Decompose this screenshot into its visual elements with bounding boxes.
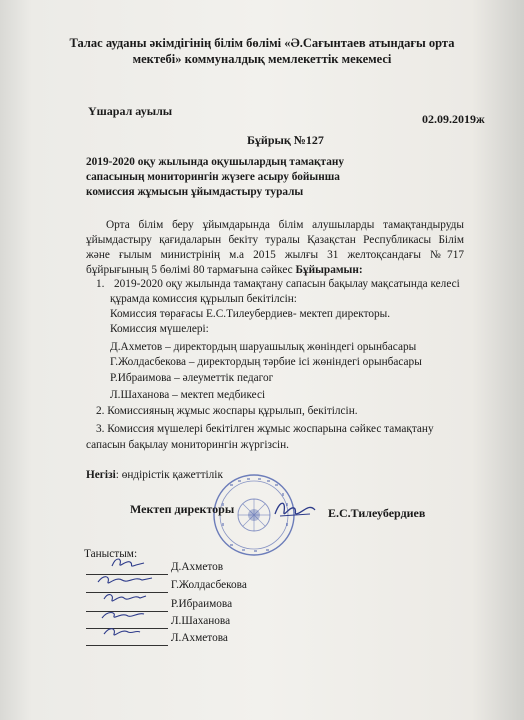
signature-title: Мектеп директоры — [130, 502, 235, 516]
basis-label: Негізі — [86, 469, 116, 481]
item-1-line-2: құрамда комиссия құрылып бекітілсін: — [110, 293, 297, 305]
date: 02.09.2019ж — [422, 112, 485, 126]
commission-chair: Комиссия төрағасы Е.С.Тилеубердиев- мектеп директоры. — [110, 308, 391, 320]
item-1-number: 1. — [96, 278, 105, 290]
item-3-line-1: 3. Комиссия мүшелері бекітілген жұмыс жоспарына сәйкес тамақтану — [96, 423, 434, 435]
acquainted-label: Таныстым: — [84, 548, 138, 560]
order-title: Бұйрық №127 — [247, 133, 324, 147]
intro-command: Бұйырамын: — [295, 264, 363, 276]
basis-text: : өндірістік қажеттілік — [115, 469, 223, 481]
acquainted-name: Р.Ибраимова — [170, 598, 233, 610]
intro-line-4-text: бұйрығының 5 бөлімі 80 тармағына сәйкес — [86, 264, 293, 276]
member-zholdasbekova: Г.Жолдасбекова – директордың тәрбие ісі жөніндегі орынбасары — [110, 356, 422, 368]
member-ibraimova: Р.Ибраимова – әлеуметтік педагог — [110, 372, 274, 384]
acquainted-name: Г.Жолдасбекова — [170, 579, 247, 591]
intro-line-4 — [86, 263, 363, 278]
member-shakhanova: Л.Шаханова – мектеп медбикесі — [110, 389, 266, 401]
intro-line-3: және ғылым министрінің м.а 2015 жылғы 31 желтоқсандағы №717 — [86, 249, 464, 261]
acquainted-name: Л.Шаханова — [170, 615, 231, 627]
acquainted-name: Л.Ахметова — [170, 632, 228, 644]
acquainted-signatures-icon — [94, 554, 164, 646]
director-signature-icon — [272, 496, 318, 522]
place: Үшарал ауылы — [88, 104, 173, 118]
acquainted-name: Д.Ахметов — [170, 561, 224, 573]
header-line-2: мектебі» коммуналдық мемлекеттік мекемесі — [132, 52, 392, 66]
signature-name: Е.С.Тилеубердиев — [328, 506, 426, 520]
member-akhmetov: Д.Ахметов – директордың шаруашылық жөніндегі орынбасары — [110, 341, 417, 353]
intro-line-1: Орта білім беру ұйымдарында білім алушыларды тамақтандыруды — [106, 219, 464, 231]
intro-line-2: ұйымдастыру қағидаларын бекіту туралы Қазақстан Республикасы Білім — [86, 234, 464, 246]
header-line-1: Талас ауданы әкімдігінің білім бөлімі «Ә.Сағынтаев атындағы орта — [69, 36, 455, 50]
item-3-line-2: сапасын бақылау мониторингін жүргізсін. — [86, 439, 290, 451]
item-1-line-1: 2019-2020 оқу жылында тамақтану сапасын бақылау мақсатында келесі — [114, 278, 460, 290]
basis — [86, 468, 223, 483]
item-2: 2. Комиссияның жұмыс жоспары құрылып, бекітілсін. — [96, 405, 358, 417]
subject-line-2: сапасының мониторингін жүзеге асыру бойынша — [86, 171, 340, 183]
commission-members-label: Комиссия мүшелері: — [110, 323, 209, 335]
subject-line-1: 2019-2020 оқу жылында оқушылардың тамақтану — [86, 156, 345, 168]
subject-line-3: комиссия жұмысын ұйымдастыру туралы — [86, 186, 304, 198]
